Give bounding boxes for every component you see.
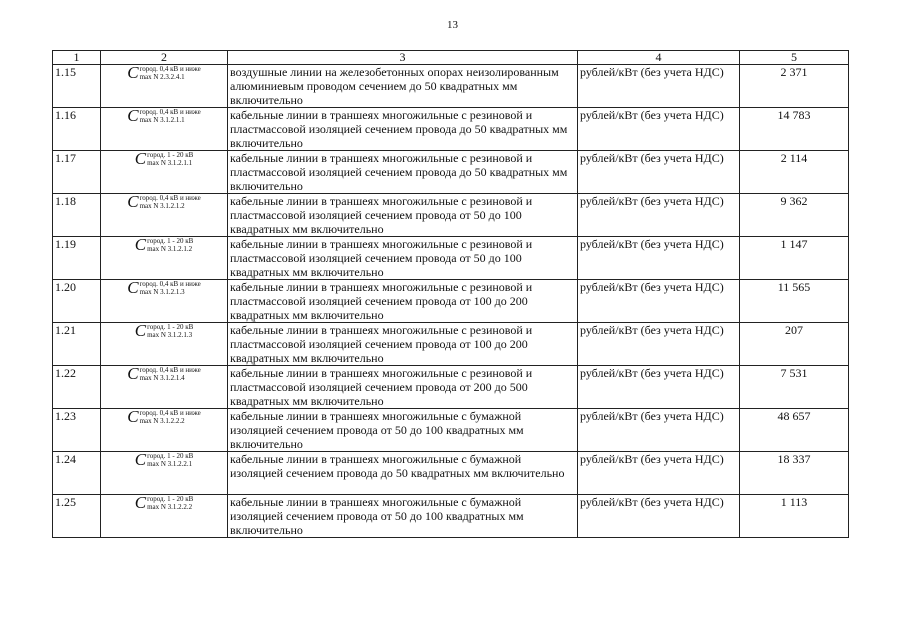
- table-row: [53, 108, 849, 151]
- rate-superscript: город. 1 - 20 кВ: [147, 323, 194, 331]
- rate-superscript: город. 1 - 20 кВ: [147, 452, 194, 460]
- rate-subscript: max N 3.1.2.2.1: [147, 460, 193, 468]
- header-col-2: 2: [101, 51, 228, 65]
- rate-formula: [101, 65, 228, 108]
- unit: рублей/кВт (без учета НДС): [578, 409, 740, 452]
- table-row: [53, 366, 849, 409]
- rate-scripts: [140, 194, 201, 210]
- tariff-value: 2 114: [740, 151, 849, 194]
- tariff-value: 9 362: [740, 194, 849, 237]
- rate-superscript: город. 0,4 кВ и ниже: [139, 409, 201, 417]
- rate-formula: [101, 280, 228, 323]
- rate-formula: [101, 194, 228, 237]
- rate-formula: [101, 495, 228, 538]
- rate-symbol: [127, 409, 201, 425]
- rate-subscript: max N 3.1.2.1.3: [139, 288, 185, 296]
- rate-symbol: [127, 65, 201, 81]
- description: кабельные линии в траншеях многожильные с резиновой и пластмассовой изоляцией сечением провода от 50 до 100 квадратных мм включительно: [228, 237, 578, 280]
- unit: рублей/кВт (без учета НДС): [578, 194, 740, 237]
- rate-formula: [101, 452, 228, 495]
- unit: рублей/кВт (без учета НДС): [578, 323, 740, 366]
- unit: рублей/кВт (без учета НДС): [578, 65, 740, 108]
- row-number: 1.24: [53, 452, 101, 495]
- rate-superscript: город. 1 - 20 кВ: [147, 151, 194, 159]
- row-number: 1.23: [53, 409, 101, 452]
- unit: рублей/кВт (без учета НДС): [578, 108, 740, 151]
- tariff-value: 11 565: [740, 280, 849, 323]
- rate-subscript: max N 3.1.2.1.3: [147, 331, 193, 339]
- row-number: 1.21: [53, 323, 101, 366]
- rate-symbol: [127, 108, 201, 124]
- table-row: [53, 452, 849, 495]
- row-number: 1.20: [53, 280, 101, 323]
- rate-scripts: [140, 280, 201, 296]
- rate-superscript: город. 0,4 кВ и ниже: [139, 108, 201, 116]
- row-number: 1.19: [53, 237, 101, 280]
- rate-subscript: max N 3.1.2.2.2: [139, 417, 185, 425]
- rate-symbol: [127, 194, 201, 210]
- description: кабельные линии в траншеях многожильные с резиновой и пластмассовой изоляцией сечением провода от 100 до 200 квадратных мм включительно: [228, 280, 578, 323]
- description: кабельные линии в траншеях многожильные с резиновой и пластмассовой изоляцией сечением провода от 200 до 500 квадратных мм включительно: [228, 366, 578, 409]
- rate-subscript: max N 3.1.2.1.4: [139, 374, 185, 382]
- table-row: [53, 323, 849, 366]
- rate-letter: C: [127, 106, 139, 125]
- rate-superscript: город. 0,4 кВ и ниже: [139, 366, 201, 374]
- description: кабельные линии в траншеях многожильные с резиновой и пластмассовой изоляцией сечением провода от 100 до 200 квадратных мм включительно: [228, 323, 578, 366]
- rate-formula: [101, 409, 228, 452]
- rate-superscript: город. 0,4 кВ и ниже: [139, 65, 201, 73]
- rate-letter: C: [127, 407, 139, 426]
- rate-scripts: [147, 237, 193, 253]
- rate-letter: C: [134, 450, 147, 469]
- rate-letter: C: [127, 63, 139, 82]
- rate-scripts: [147, 323, 193, 339]
- rate-letter: C: [127, 192, 139, 211]
- description: кабельные линии в траншеях многожильные с бумажной изоляцией сечением провода до 50 квадратных мм включительно: [228, 452, 578, 495]
- unit: рублей/кВт (без учета НДС): [578, 495, 740, 538]
- rate-subscript: max N 3.1.2.1.2: [139, 202, 185, 210]
- rate-symbol: [135, 323, 194, 339]
- rate-letter: C: [134, 321, 147, 340]
- rate-letter: C: [134, 149, 147, 168]
- tariff-value: 14 783: [740, 108, 849, 151]
- unit: рублей/кВт (без учета НДС): [578, 151, 740, 194]
- rate-scripts: [140, 108, 201, 124]
- table-row: [53, 65, 849, 108]
- rate-subscript: max N 3.1.2.2.2: [147, 503, 193, 511]
- table-body: [53, 65, 849, 538]
- description: воздушные линии на железобетонных опорах неизолированным алюминиевым проводом сечением до 50 квадратных мм включительно: [228, 65, 578, 108]
- rate-letter: C: [134, 493, 147, 512]
- page-number: 13: [447, 19, 458, 31]
- rate-formula: [101, 323, 228, 366]
- table-row: [53, 194, 849, 237]
- rate-symbol: [127, 366, 201, 382]
- rate-symbol: [135, 151, 194, 167]
- tariff-value: 48 657: [740, 409, 849, 452]
- rate-formula: [101, 366, 228, 409]
- rate-formula: [101, 108, 228, 151]
- rate-superscript: город. 1 - 20 кВ: [147, 495, 194, 503]
- rate-subscript: max N 2.3.2.4.1: [139, 73, 185, 81]
- description: кабельные линии в траншеях многожильные с бумажной изоляцией сечением провода от 50 до 100 квадратных мм включительно: [228, 495, 578, 538]
- header-col-4: 4: [578, 51, 740, 65]
- table-row: [53, 495, 849, 538]
- description: кабельные линии в траншеях многожильные с резиновой и пластмассовой изоляцией сечением провода до 50 квадратных мм включительно: [228, 151, 578, 194]
- table-row: [53, 280, 849, 323]
- header-col-1: 1: [53, 51, 101, 65]
- table-row: [53, 409, 849, 452]
- row-number: 1.18: [53, 194, 101, 237]
- tariff-value: 7 531: [740, 366, 849, 409]
- description: кабельные линии в траншеях многожильные с резиновой и пластмассовой изоляцией сечением провода до 50 квадратных мм включительно: [228, 108, 578, 151]
- rate-scripts: [140, 409, 201, 425]
- rate-scripts: [140, 65, 201, 81]
- rate-letter: C: [127, 364, 139, 383]
- header-col-3: 3: [228, 51, 578, 65]
- rate-formula: [101, 237, 228, 280]
- table-row: [53, 151, 849, 194]
- header-row: [53, 51, 849, 65]
- tariff-value: 2 371: [740, 65, 849, 108]
- rate-letter: C: [127, 278, 139, 297]
- rate-letter: C: [134, 235, 147, 254]
- tariff-value: 1 147: [740, 237, 849, 280]
- row-number: 1.16: [53, 108, 101, 151]
- description: кабельные линии в траншеях многожильные с бумажной изоляцией сечением провода от 50 до 100 квадратных мм включительно: [228, 409, 578, 452]
- row-number: 1.25: [53, 495, 101, 538]
- unit: рублей/кВт (без учета НДС): [578, 280, 740, 323]
- unit: рублей/кВт (без учета НДС): [578, 452, 740, 495]
- unit: рублей/кВт (без учета НДС): [578, 366, 740, 409]
- rate-scripts: [147, 495, 193, 511]
- header-col-5: 5: [740, 51, 849, 65]
- rate-scripts: [147, 151, 193, 167]
- rate-subscript: max N 3.1.2.1.2: [147, 245, 193, 253]
- rate-formula: [101, 151, 228, 194]
- rate-symbol: [127, 280, 201, 296]
- rate-superscript: город. 0,4 кВ и ниже: [139, 194, 201, 202]
- table-row: [53, 237, 849, 280]
- rate-scripts: [147, 452, 193, 468]
- rate-subscript: max N 3.1.2.1.1: [147, 159, 193, 167]
- rate-scripts: [140, 366, 201, 382]
- row-number: 1.15: [53, 65, 101, 108]
- rate-symbol: [135, 237, 194, 253]
- row-number: 1.22: [53, 366, 101, 409]
- description: кабельные линии в траншеях многожильные с резиновой и пластмассовой изоляцией сечением провода от 50 до 100 квадратных мм включительно: [228, 194, 578, 237]
- tariff-value: 207: [740, 323, 849, 366]
- rate-superscript: город. 1 - 20 кВ: [147, 237, 194, 245]
- unit: рублей/кВт (без учета НДС): [578, 237, 740, 280]
- row-number: 1.17: [53, 151, 101, 194]
- rate-subscript: max N 3.1.2.1.1: [139, 116, 185, 124]
- tariff-table: [52, 50, 849, 538]
- rate-symbol: [135, 452, 194, 468]
- tariff-value: 18 337: [740, 452, 849, 495]
- rate-superscript: город. 0,4 кВ и ниже: [139, 280, 201, 288]
- tariff-value: 1 113: [740, 495, 849, 538]
- rate-symbol: [135, 495, 194, 511]
